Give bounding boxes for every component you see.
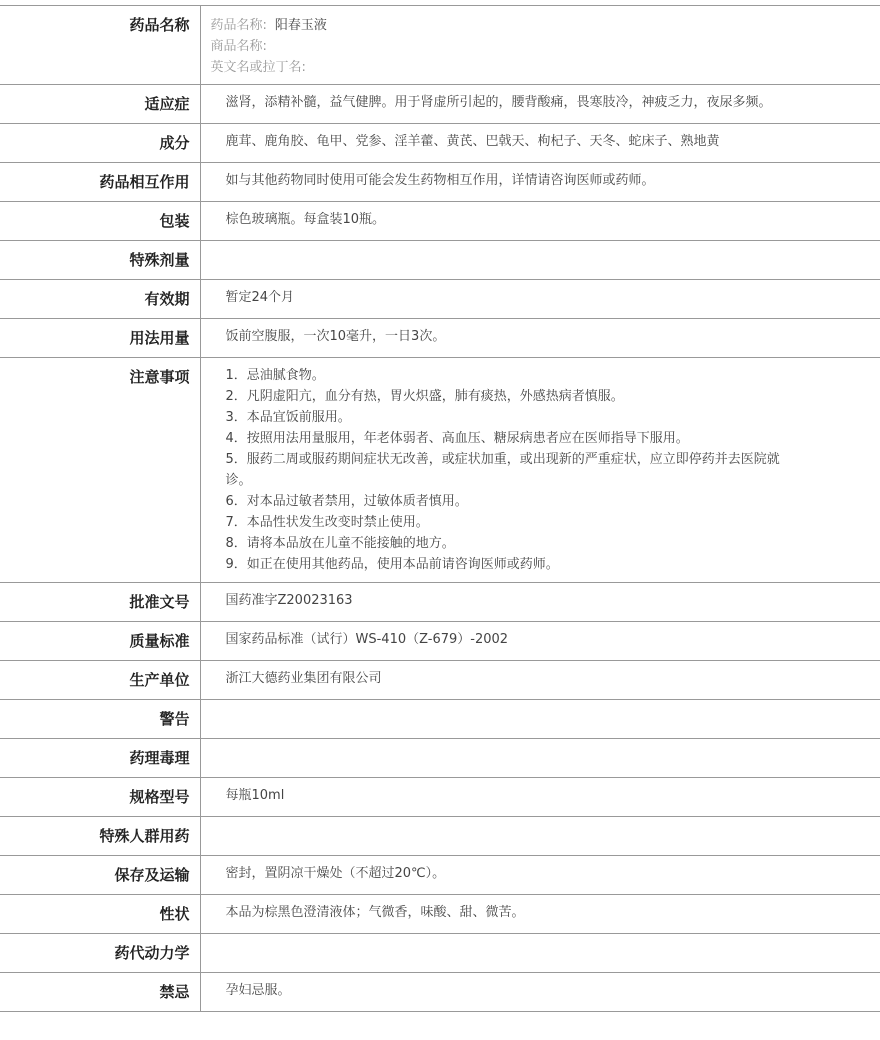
row-value: 棕色玻璃瓶。每盒装10瓶。 — [200, 202, 880, 241]
row-label: 药品名称 — [0, 6, 200, 85]
row-label: 警告 — [0, 700, 200, 739]
row-pharmacology — [0, 739, 880, 778]
row-label: 药品相互作用 — [0, 163, 200, 202]
row-label: 有效期 — [0, 280, 200, 319]
row-value: 如与其他药物同时使用可能会发生药物相互作用，详情请咨询医师或药师。 — [200, 163, 880, 202]
list-item: 7．本品性状发生改变时禁止使用。 — [225, 515, 429, 530]
row-drug-name — [0, 6, 880, 85]
list-item: 2．凡阴虚阳亢，血分有热，胃火炽盛，肺有痰热，外感热病者慎服。 — [225, 389, 624, 404]
drug-name-line — [211, 15, 871, 36]
trade-name-label: 商品名称: — [210, 39, 267, 54]
row-manufacturer — [0, 661, 880, 700]
row-label: 生产单位 — [0, 661, 200, 700]
row-interactions — [0, 163, 880, 202]
row-value: 饭前空腹服，一次10毫升，一日3次。 — [200, 319, 880, 358]
row-value — [200, 241, 880, 280]
row-value: 每瓶10ml — [200, 778, 880, 817]
row-quality-standard — [0, 622, 880, 661]
row-value: 孕妇忌服。 — [200, 973, 880, 1012]
row-special-populations — [0, 817, 880, 856]
row-value: 国药准字Z20023163 — [200, 583, 880, 622]
row-pharmacokinetics — [0, 934, 880, 973]
drug-info-sheet — [0, 5, 880, 1012]
row-value: 鹿茸、鹿角胶、龟甲、党参、淫羊藿、黄芪、巴戟天、枸杞子、天冬、蛇床子、熟地黄 — [200, 124, 880, 163]
row-label: 保存及运输 — [0, 856, 200, 895]
row-label: 特殊人群用药 — [0, 817, 200, 856]
row-description — [0, 895, 880, 934]
row-packaging — [0, 202, 880, 241]
row-precautions — [0, 358, 880, 583]
row-approval-number — [0, 583, 880, 622]
row-value: 国家药品标准（试行）WS-410（Z-679）-2002 — [200, 622, 880, 661]
drug-name-value: 阳春玉液 — [274, 18, 327, 33]
row-label: 适应症 — [0, 85, 200, 124]
row-label: 成分 — [0, 124, 200, 163]
row-label: 药代动力学 — [0, 934, 200, 973]
english-name-line — [211, 57, 871, 78]
row-value: 密封，置阴凉干燥处（不超过20℃）。 — [200, 856, 880, 895]
row-specification — [0, 778, 880, 817]
row-label: 质量标准 — [0, 622, 200, 661]
drug-info-table — [0, 5, 880, 1012]
list-item: 5．服药二周或服药期间症状无改善，或症状加重，或出现新的严重症状，应立即停药并去医院就诊。 — [225, 452, 780, 488]
list-item: 6．对本品过敏者禁用，过敏体质者慎用。 — [225, 494, 468, 509]
drug-name-label: 药品名称: — [210, 18, 267, 33]
list-item: 1．忌油腻食物。 — [225, 368, 325, 383]
list-item: 8．请将本品放在儿童不能接触的地方。 — [225, 536, 455, 551]
list-item: 3．本品宜饭前服用。 — [225, 410, 351, 425]
row-label: 注意事项 — [0, 358, 200, 583]
row-label: 用法用量 — [0, 319, 200, 358]
list-item: 4．按照用法用量服用，年老体弱者、高血压、糖尿病患者应在医师指导下服用。 — [225, 431, 689, 446]
row-value — [200, 817, 880, 856]
row-label: 药理毒理 — [0, 739, 200, 778]
row-value: 暂定24个月 — [200, 280, 880, 319]
row-contraindications — [0, 973, 880, 1012]
row-value: 本品为棕黑色澄清液体；气微香，味酸、甜、微苦。 — [200, 895, 880, 934]
row-label: 包装 — [0, 202, 200, 241]
row-special-dosage — [0, 241, 880, 280]
english-name-label: 英文名或拉丁名: — [210, 60, 306, 75]
row-value: 滋肾，添精补髓，益气健脾。用于肾虚所引起的，腰背酸痛，畏寒肢冷，神疲乏力，夜尿多频。 — [200, 85, 880, 124]
row-label: 禁忌 — [0, 973, 200, 1012]
row-value — [200, 934, 880, 973]
row-label: 规格型号 — [0, 778, 200, 817]
precautions-list — [200, 358, 880, 583]
row-storage — [0, 856, 880, 895]
row-value — [200, 739, 880, 778]
trade-name-line — [211, 36, 871, 57]
row-label: 性状 — [0, 895, 200, 934]
row-warning — [0, 700, 880, 739]
row-label: 批准文号 — [0, 583, 200, 622]
row-value — [200, 700, 880, 739]
row-value: 浙江大德药业集团有限公司 — [200, 661, 880, 700]
row-indications — [0, 85, 880, 124]
name-cell — [200, 6, 880, 85]
row-dosage — [0, 319, 880, 358]
row-label: 特殊剂量 — [0, 241, 200, 280]
list-item: 9．如正在使用其他药品，使用本品前请咨询医师或药师。 — [225, 557, 559, 572]
row-ingredients — [0, 124, 880, 163]
row-shelf-life — [0, 280, 880, 319]
